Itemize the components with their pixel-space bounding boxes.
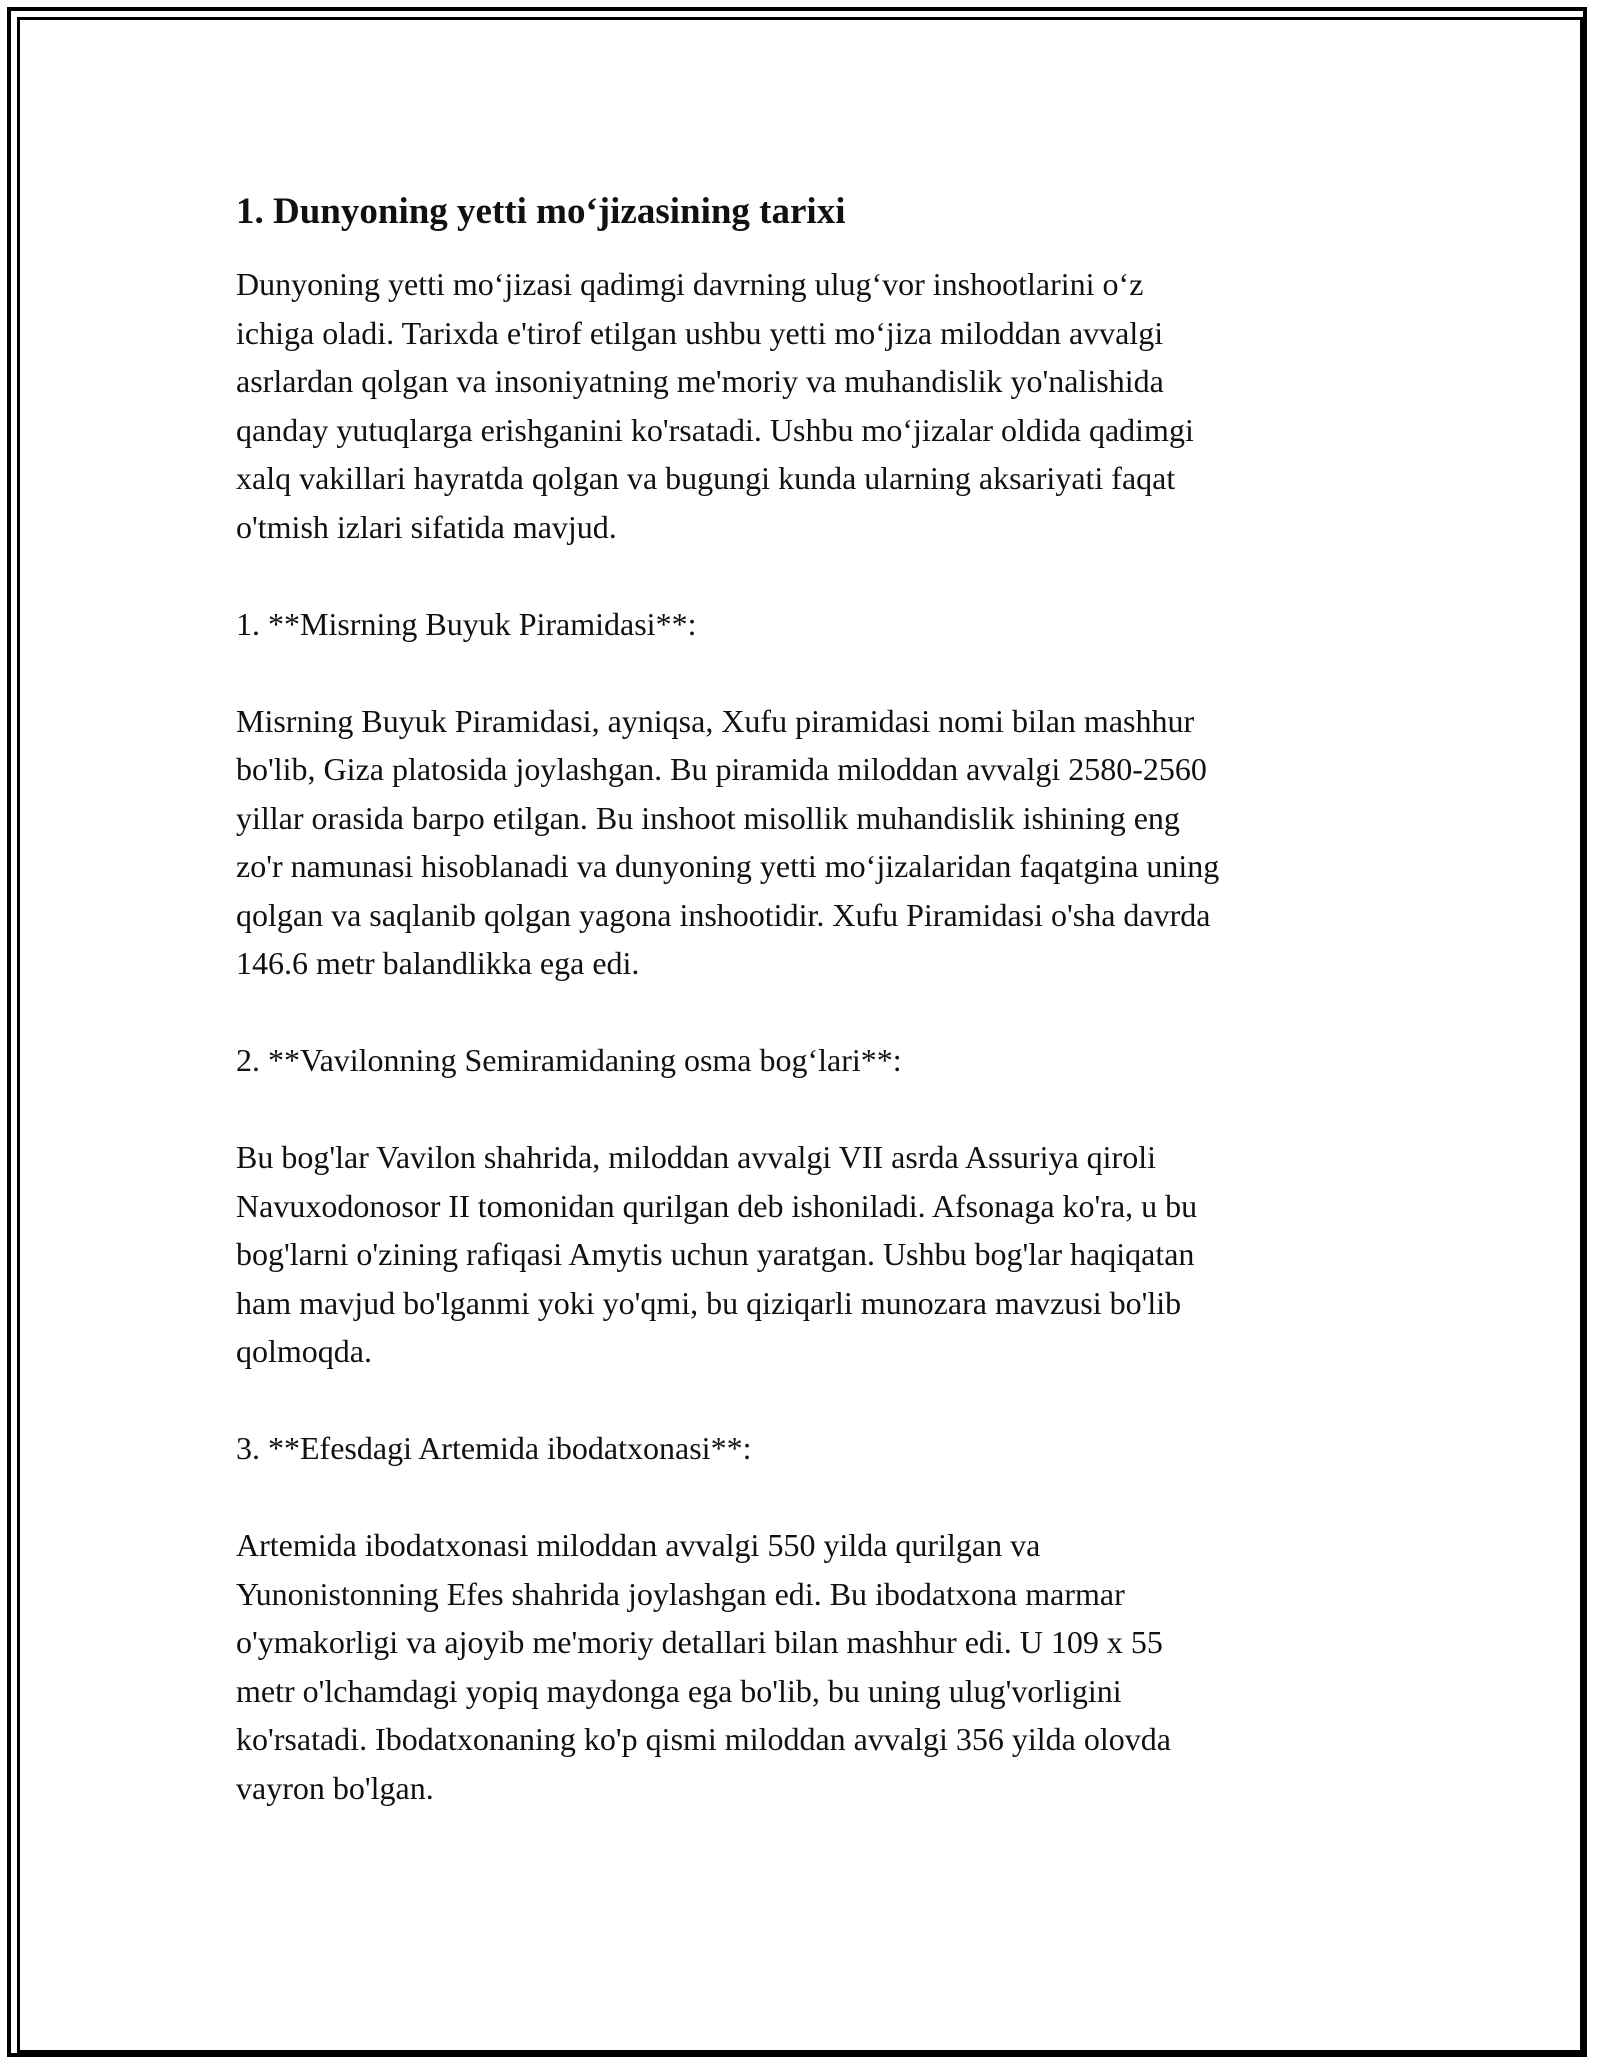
pyramid-paragraph: Misrning Buyuk Piramidasi, ayniqsa, Xufu piramidasi nomi bilan mashhur bo'lib, Giza platosida joylashgan. Bu piramida miloddan avvalgi 2580-2560 yillar orasida barpo etilgan. Bu inshoot misollik muhandislik ishining eng zo'r namunasi hisoblanadi va dunyoning yetti mo‘jizalaridan faqatgina uning qolgan va saqlanib qolgan yagona inshootidir. Xufu Piramidasi o'sha davrda 146.6 metr balandlikka ega edi. [236, 702, 1220, 981]
document-title: 1. Dunyoning yetti mo‘jizasining tarixi [236, 191, 846, 232]
section-heading-gardens: 2. **Vavilonning Semiramidaning osma bog‘lari**: [236, 1042, 902, 1078]
gardens-paragraph: Bu bog'lar Vavilon shahrida, miloddan avvalgi VII asrda Assuriya qiroli Navuxodonosor II tomonidan qurilgan deb ishoniladi. Afsonaga ko'ra, u bu bog'larni o'zining rafiqasi Amytis uchun yaratgan. Ushbu bog'lar haqiqatan ham mavjud bo'lganmi yoki yo'qmi, bu qiziqarli munozara mavzusi bo'lib qolmoqda. [236, 1139, 1198, 1369]
section-heading-pyramid: 1. **Misrning Buyuk Piramidasi**: [236, 605, 697, 642]
intro-paragraph: Dunyoning yetti mo‘jizasi qadimgi davrning ulug‘vor inshootlarini o‘z ichiga oladi. Tarixda e'tirof etilgan ushbu yetti mo‘jiza miloddan avvalgi asrlardan qolgan va insoniyatning me'moriy va muhandislik yo'nalishida qanday yutuqlarga erishganini ko'rsatadi. Ushbu mo‘jizalar oldida qadimgi xalq vakillari hayratda qolgan va bugungi kunda ularning aksariyati faqat o'tmish izlari sifatida mavjud. [236, 266, 1194, 545]
section-heading-artemis: 3. **Efesdagi Artemida ibodatxonasi**: [236, 1430, 752, 1466]
artemis-paragraph: Artemida ibodatxonasi miloddan avvalgi 550 yilda qurilgan va Yunonistonning Efes shahrida joylashgan edi. Bu ibodatxona marmar o'ymakorligi va ajoyib me'moriy detallari bilan mashhur edi. U 109 x 55 metr o'lchamdagi yopiq maydonga ega bo'lib, bu uning ulug'vorligini ko'rsatadi. Ibodatxonaning ko'p qismi miloddan avvalgi 356 yilda olovda vayron bo'lgan. [236, 1527, 1171, 1806]
document-body [236, 188, 1366, 1861]
